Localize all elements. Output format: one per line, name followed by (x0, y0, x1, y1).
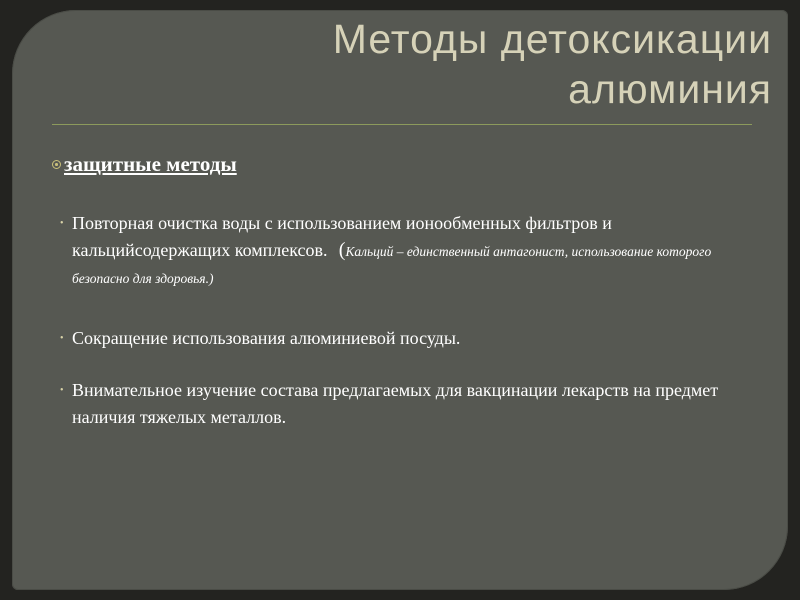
dot-bullet-icon: • (60, 385, 64, 396)
dot-bullet-icon: • (60, 333, 64, 344)
note-open-paren: ( (338, 239, 346, 261)
slide-title (132, 14, 772, 114)
list-item (58, 377, 758, 431)
title-line-1: Методы детоксикации (332, 16, 772, 62)
list-item-text: Повторная очистка воды с использованием ионообменных фильтров и кальцийсодержащих комплексов. (72, 213, 612, 260)
list-item (58, 210, 758, 291)
dot-bullet-icon: • (60, 218, 64, 229)
section-heading-text: защитные методы (64, 152, 237, 176)
list-item (58, 325, 758, 352)
bullet-list (58, 210, 758, 431)
title-line-2: алюминия (568, 66, 772, 112)
list-item-text: Сокращение использования алюминиевой посуды. (72, 328, 461, 348)
title-divider (52, 124, 752, 125)
section-heading (52, 152, 237, 177)
ring-bullet-icon (52, 160, 61, 169)
list-item-note: Кальций – единственный антагонист, использование которого безопасно для здоровья.) (72, 244, 712, 286)
list-item-text: Внимательное изучение состава предлагаемых для вакцинации лекарств на предмет наличия тяжелых металлов. (72, 380, 719, 427)
